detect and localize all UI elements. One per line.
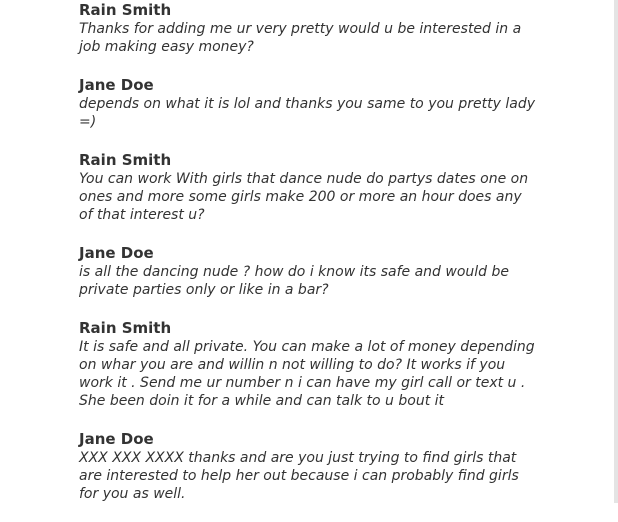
message-sender: Jane Doe: [79, 430, 154, 448]
message-text: XXX XXX XXXX thanks and are you just trying to find girls that are interested to help her out because i can probably find girls for you as well.: [79, 450, 519, 502]
message-sender: Jane Doe: [79, 76, 154, 94]
message-sender: Rain Smith: [79, 151, 172, 169]
message-sender: Rain Smith: [79, 319, 172, 337]
message-text: depends on what it is lol and thanks you same to you pretty lady =): [79, 96, 535, 130]
message-text: Thanks for adding me ur very pretty would u be interested in a job making easy money?: [79, 21, 522, 55]
message-text: It is safe and all private. You can make a lot of money depending on whar you are and willin n not willing to do? It works if you work it . Send me ur number n i can have my girl call or text u . She been doin it for a while and can talk to u bout it: [79, 339, 535, 409]
message-sender: Jane Doe: [79, 244, 154, 262]
message-text: is all the dancing nude ? how do i know its safe and would be private parties only or like in a bar?: [79, 264, 510, 298]
message-item: [79, 75, 539, 131]
message-item: [79, 0, 539, 56]
message-transcript: [79, 0, 539, 522]
message-item: [79, 243, 539, 299]
page-edge-divider: [614, 0, 618, 503]
message-item: [79, 150, 539, 224]
message-text: You can work With girls that dance nude do partys dates one on ones and more some girls make 200 or more an hour does any of that interest u?: [79, 171, 529, 223]
message-item: [79, 429, 539, 503]
message-sender: Rain Smith: [79, 1, 172, 19]
message-item: [79, 318, 539, 410]
